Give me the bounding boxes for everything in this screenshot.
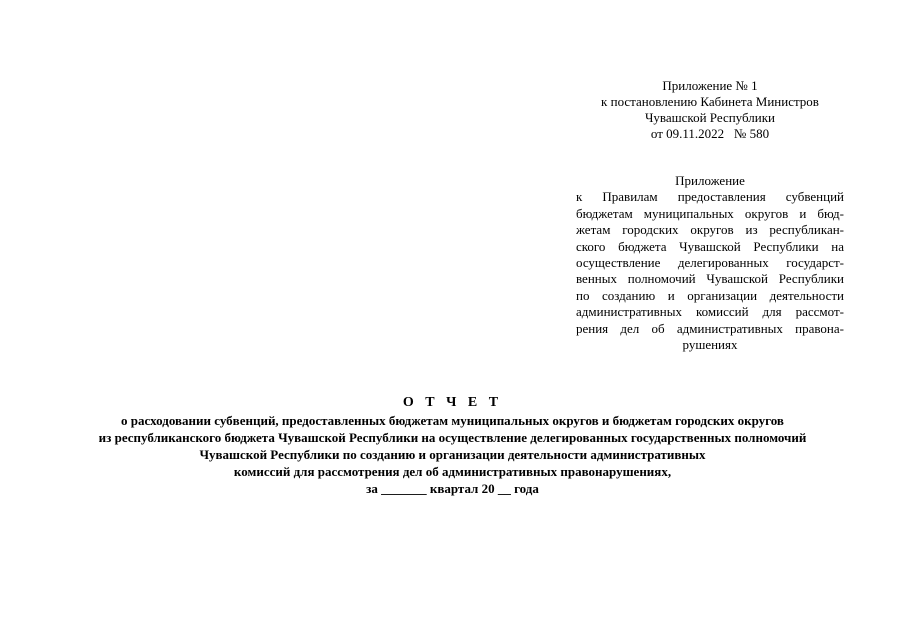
appendix-2-title: Приложение <box>675 173 745 188</box>
appendix-1-line: к постановлению Кабинета Министров <box>601 94 819 109</box>
appendix-2-line: жетам городских округов из республикан- <box>576 222 844 238</box>
appendix-2-line: осуществление делегированных государст- <box>576 255 844 271</box>
appendix-2-line: венных полномочий Чувашской Республики <box>576 271 844 287</box>
appendix-2-line: по созданию и организации деятельности <box>576 287 844 303</box>
appendix-1-line: Чувашской Республики <box>644 110 776 125</box>
appendix-1-header <box>570 78 850 142</box>
appendix-2-header <box>576 173 844 353</box>
report-period-line: за _______ квартал 20 __ года <box>366 481 539 496</box>
appendix-2-line: административных комиссий для рассмот- <box>576 304 844 320</box>
report-heading <box>20 394 885 497</box>
appendix-1-line: от 09.11.2022 № 580 <box>650 126 770 141</box>
appendix-2-line: бюджетам муниципальных округов и бюд- <box>576 205 844 221</box>
report-subtitle-line: о расходовании субвенций, предоставленных бюджетам муниципальных округов и бюджетам городских округов <box>121 413 784 428</box>
report-subtitle-line: Чувашской Республики по созданию и организации деятельности административных <box>199 447 706 462</box>
appendix-2-line: рения дел об административных правона- <box>576 320 844 336</box>
report-subtitle-line: комиссий для рассмотрения дел об административных правонарушениях, <box>233 464 672 479</box>
appendix-2-line: ского бюджета Чувашской Республики на <box>576 238 844 254</box>
report-subtitle-line: из республиканского бюджета Чувашской Республики на осуществление делегированных государственных полномочий <box>98 430 807 445</box>
report-title: О Т Ч Е Т <box>402 395 503 410</box>
appendix-2-line: к Правилам предоставления субвенций <box>576 189 844 205</box>
appendix-1-line: Приложение № 1 <box>662 78 758 93</box>
appendix-2-last-line: рушениях <box>682 337 738 353</box>
